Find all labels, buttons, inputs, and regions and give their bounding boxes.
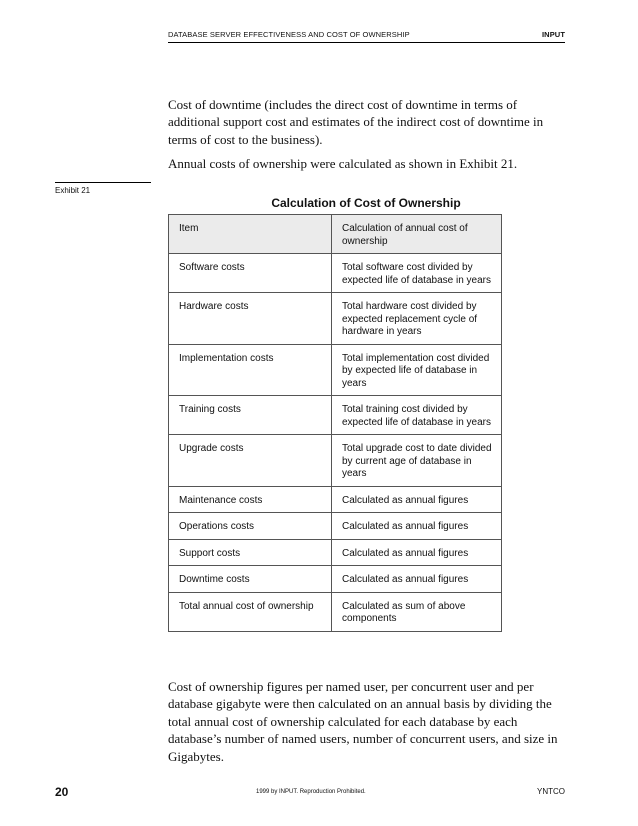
- table-row: [169, 566, 502, 593]
- calculation-cell: Total hardware cost divided by expected replacement cycle of hardware in years: [332, 293, 502, 345]
- calculation-cell: Calculated as annual figures: [332, 513, 502, 540]
- table-header-cell: Calculation of annual cost of ownership: [332, 215, 502, 254]
- body-paragraph-downtime: Cost of downtime (includes the direct cost of downtime in terms of additional support cost and estimates of the indirect cost of downtime in terms of cost to the business).: [168, 97, 544, 147]
- calculation-cell: Total software cost divided by expected life of database in years: [332, 254, 502, 293]
- cost-item-cell: Total annual cost of ownership: [169, 592, 332, 631]
- copyright-notice: 1999 by INPUT. Reproduction Prohibited.: [256, 789, 366, 795]
- exhibit-divider: [55, 182, 151, 183]
- header-title: DATABASE SERVER EFFECTIVENESS AND COST OF OWNERSHIP: [168, 30, 410, 39]
- cost-item-cell: Hardware costs: [169, 293, 332, 345]
- running-header: [168, 30, 565, 43]
- calculation-cell: Total upgrade cost to date divided by current age of database in years: [332, 435, 502, 487]
- calculation-cell: Calculated as annual figures: [332, 539, 502, 566]
- cost-item-cell: Downtime costs: [169, 566, 332, 593]
- table-row: [169, 254, 502, 293]
- cost-item-cell: Maintenance costs: [169, 486, 332, 513]
- cost-item-cell: Implementation costs: [169, 344, 332, 396]
- calculation-cell: Total training cost divided by expected life of database in years: [332, 396, 502, 435]
- table-header-cell: Item: [169, 215, 332, 254]
- exhibit-label: Exhibit 21: [55, 186, 91, 195]
- table-row: [169, 539, 502, 566]
- table-row: [169, 396, 502, 435]
- table-header-row: [169, 215, 502, 254]
- cost-table: [168, 214, 502, 632]
- header-publisher: INPUT: [542, 30, 565, 39]
- calculation-cell: Calculated as annual figures: [332, 566, 502, 593]
- table-row: [169, 592, 502, 631]
- table-row: [169, 344, 502, 396]
- cost-item-cell: Support costs: [169, 539, 332, 566]
- body-paragraph-annual-costs: Annual costs of ownership were calculated as shown in Exhibit 21.: [168, 156, 518, 171]
- table-row: [169, 513, 502, 540]
- page-number: 20: [55, 785, 69, 799]
- footer-code: YNTCO: [537, 787, 565, 796]
- body-paragraph-per-user: Cost of ownership figures per named user, per concurrent user and per database gigabyte were then calculated on an annual basis by dividing the total annual cost of ownership calculated for each database by each database’s number of named users, number of concurrent users, and size in Gigabytes.: [168, 679, 558, 764]
- calculation-cell: Total implementation cost divided by expected life of database in years: [332, 344, 502, 396]
- calculation-cell: Calculated as sum of above components: [332, 592, 502, 631]
- cost-item-cell: Upgrade costs: [169, 435, 332, 487]
- cost-item-cell: Operations costs: [169, 513, 332, 540]
- cost-item-cell: Training costs: [169, 396, 332, 435]
- calculation-cell: Calculated as annual figures: [332, 486, 502, 513]
- cost-item-cell: Software costs: [169, 254, 332, 293]
- exhibit-title: Calculation of Cost of Ownership: [271, 196, 461, 210]
- table-row: [169, 435, 502, 487]
- table-row: [169, 293, 502, 345]
- table-row: [169, 486, 502, 513]
